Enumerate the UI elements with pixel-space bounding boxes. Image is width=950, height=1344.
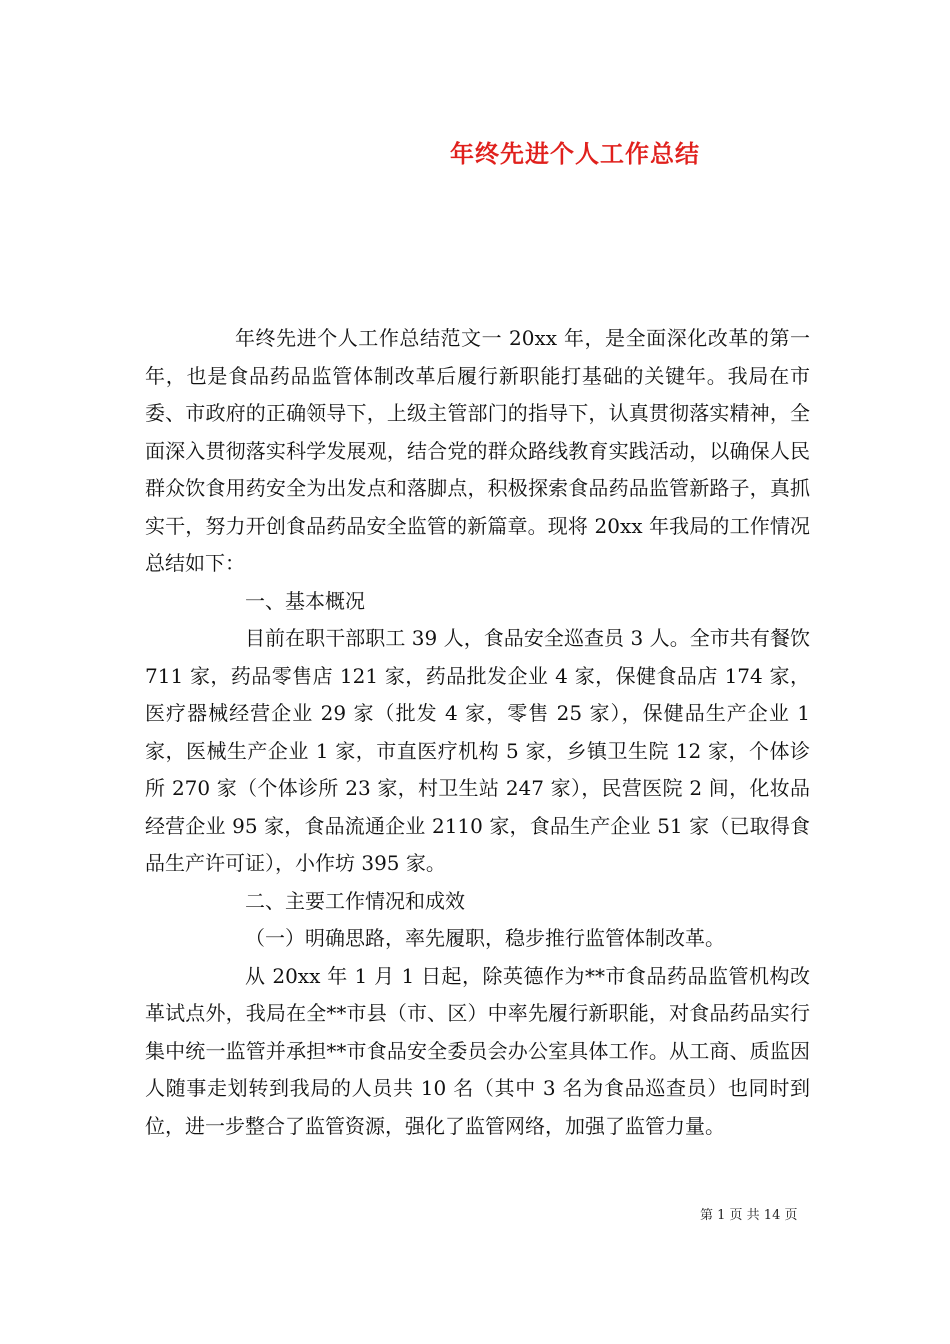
reform-paragraph: 从 20xx 年 1 月 1 日起，除英德作为**市食品药品监管机构改革试点外，我局在全**市县（市、区）中率先履行新职能，对食品药品实行集中统一监管并承担**市食品安全委员会办公室具体工作。从工商、质监因人随事走划转到我局的人员共 10 名（其中 3 名为食品巡查员）也同时到位，进一步整合了监管资源，强化了监管网络，加强了监管力量。 <box>145 963 810 1138</box>
page-number: 第 1 页 共 14 页 <box>700 1208 798 1223</box>
document-title: 年终先进个人工作总结 <box>450 139 700 168</box>
document-body <box>145 320 810 1145</box>
section-heading-overview: 一、基本概况 <box>245 588 365 613</box>
subsection-heading-reform: （一）明确思路，率先履职，稳步推行监管体制改革。 <box>245 926 725 950</box>
intro-paragraph: 年终先进个人工作总结范文一 20xx 年，是全面深化改革的第一年，也是食品药品监管体制改革后履行新职能打基础的关键年。我局在市委、市政府的正确领导下，上级主管部门的指导下，认真贯彻落实精神，全面深入贯彻落实科学发展观，结合党的群众路线教育实践活动，以确保人民群众饮食用药安全为出发点和落脚点，积极探索食品药品监管新路子，真抓实干，努力开创食品药品安全监管的新篇章。现将 20xx 年我局的工作情况总结如下： <box>145 326 810 575</box>
section-heading-main-work: 二、主要工作情况和成效 <box>245 888 465 913</box>
overview-paragraph: 目前在职干部职工 39 人，食品安全巡查员 3 人。全市共有餐饮 711 家，药品零售店 121 家，药品批发企业 4 家，保健食品店 174 家，医疗器械经营企业 29 家（批发 4 家，零售 25 家），保健品生产企业 1 家，医械生产企业 1 家，市直医疗机构 5 家，乡镇卫生院 12 家，个体诊所 270 家（个体诊所 23 家，村卫生站 247 家），民营医院 2 间，化妆品经营企业 95 家，食品流通企业 2110 家，食品生产企业 51 家（已取得食品生产许可证），小作坊 395 家。 <box>145 626 810 875</box>
